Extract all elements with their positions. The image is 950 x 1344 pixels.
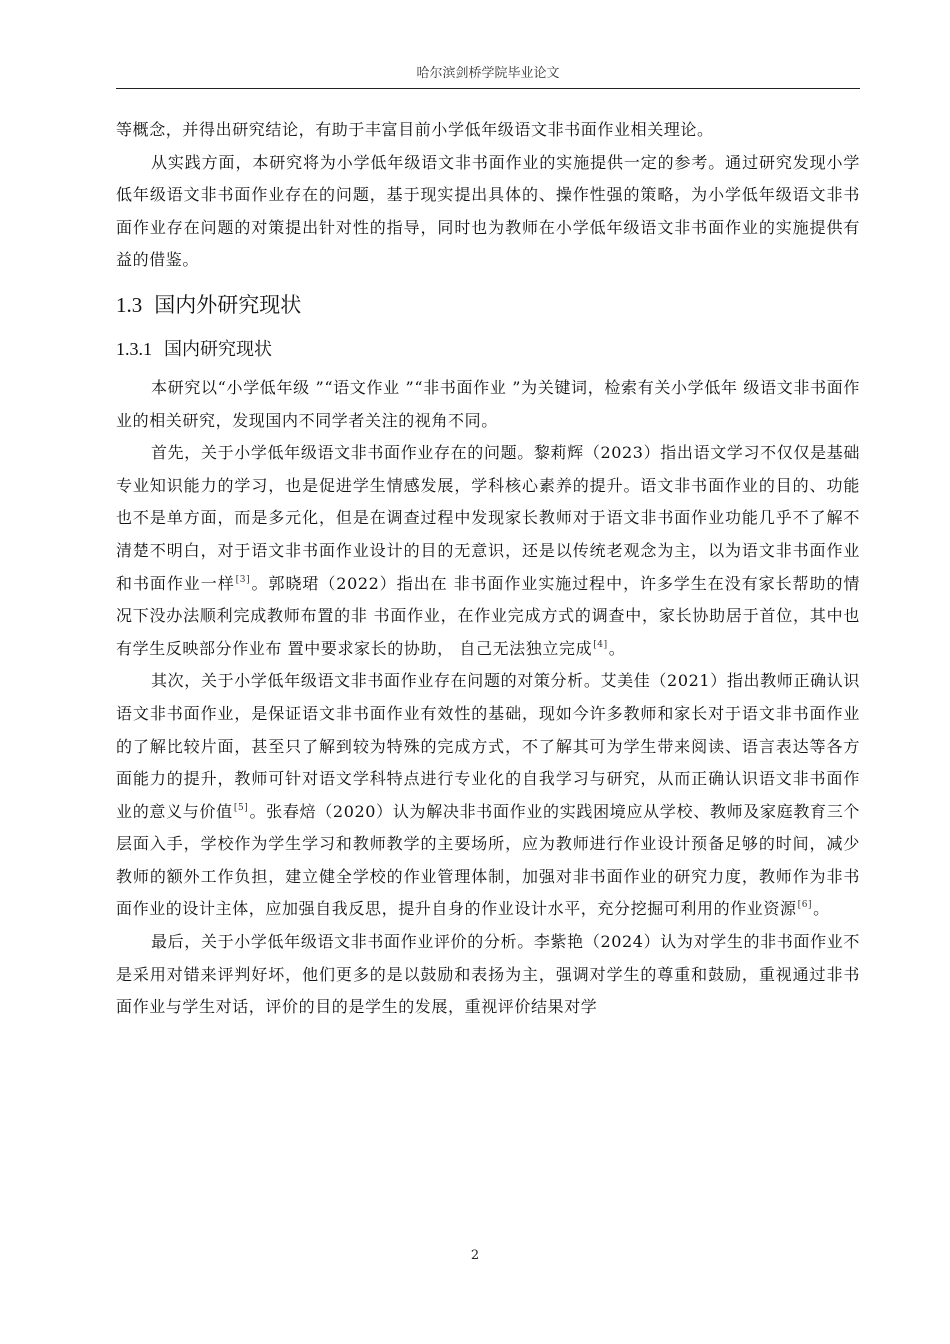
citation-marker: [4]: [593, 639, 608, 650]
citation-marker: [3]: [235, 574, 251, 585]
paragraph-text: 。张春焙（2020）认为解决非书面作业的实践困境应从学校、教师及家庭教育三个层面入手，学校作为学生学习和教师教学的主要场所，应为教师进行作业设计预备足够的时间，减少教师的额外工作负担，建立健全学校的作业管理体制，加强对非书面作业的研究力度，教师作为非书面作业的设计主体，应加强自我反思，提升自身的作业设计水平，充分挖掘可利用的作业资源: [116, 801, 860, 919]
section-title: 国内外研究现状: [154, 292, 302, 317]
paragraph-text: 。郭晓珺（2022）指出在 非书面作业实施过程中，许多学生在没有家长帮助的情况下没办法顺利完成教师布置的非 书面作业，在作业完成方式的调查中，家长协助居于首位，其中也有学生反映部分作业布 置中要求家长的协助， 自己无法独立完成: [116, 573, 860, 658]
paragraph-practice-significance: 从实践方面，本研究将为小学低年级语文非书面作业的实施提供一定的参考。通过研究发现小学低年级语文非书面作业存在的问题，基于现实提出具体的、操作性强的策略，为小学低年级语文非书面作业存在问题的对策提出针对性的指导，同时也为教师在小学低年级语文非书面作业的实施提供有益的借鉴。: [116, 152, 860, 270]
page-header: [116, 64, 860, 89]
paragraph-text: 首先，关于小学低年级语文非书面作业存在的问题。黎莉辉（2023）指出语文学习不仅仅是基础专业知识能力的学习，也是促进学生情感发展，学科核心素养的提升。语文非书面作业的目的、功能也不是单方面，而是多元化，但是在调查过程中发现家长教师对于语文非书面作业功能几乎不了解不清楚不明白，对于语文非书面作业设计的目的无意识，还是以传统老观念为主，以为语文非书面作业和书面作业一样: [116, 443, 860, 593]
section-number: 1.3: [116, 292, 143, 317]
citation-marker: [6]: [797, 900, 813, 911]
paragraph-countermeasures: [116, 665, 860, 926]
page-body: [116, 114, 860, 1024]
paragraph-keywords: 本研究以“小学低年级 ”“语文作业 ”“非书面作业 ”为关键词，检索有关小学低年 级语文非书面作业的相关研究，发现国内不同学者关注的视角不同。: [116, 377, 860, 430]
paragraph-theory-conclusion: 等概念，并得出研究结论，有助于丰富目前小学低年级语文非书面作业相关理论。: [116, 120, 714, 139]
paragraph-problems: [116, 437, 860, 665]
paragraph-text: 其次，关于小学低年级语文非书面作业存在问题的对策分析。艾美佳（2021）指出教师正确认识语文非书面作业，是保证语文非书面作业有效性的基础，现如今许多教师和家长对于语文非书面作业的了解比较片面，甚至只了解到较为特殊的完成方式，不了解其可为学生带来阅读、语言表达等各方面能力的提升，教师可针对语文学科特点进行专业化的自我学习与研究，从而正确认识语文非书面作业的意义与价值: [116, 671, 860, 821]
paragraph-text: 。: [813, 899, 830, 919]
section-heading-1-3-1: [116, 327, 860, 372]
citation-marker: [5]: [233, 802, 249, 813]
subsection-number: 1.3.1: [116, 338, 152, 359]
paragraph-text: 。: [608, 638, 626, 658]
page-number: 2: [470, 1248, 480, 1263]
section-heading-1-3: [116, 283, 860, 327]
subsection-title: 国内研究现状: [164, 338, 272, 360]
header-title: 哈尔滨剑桥学院毕业论文: [416, 66, 560, 81]
paragraph-evaluation: 最后，关于小学低年级语文非书面作业评价的分析。李紫艳（2024）认为对学生的非书面作业不是采用对错来评判好坏，他们更多的是以鼓励和表扬为主，强调对学生的尊重和鼓励，重视通过非书面作业与学生对话，评价的目的是学生的发展，重视评价结果对学: [116, 932, 860, 1017]
